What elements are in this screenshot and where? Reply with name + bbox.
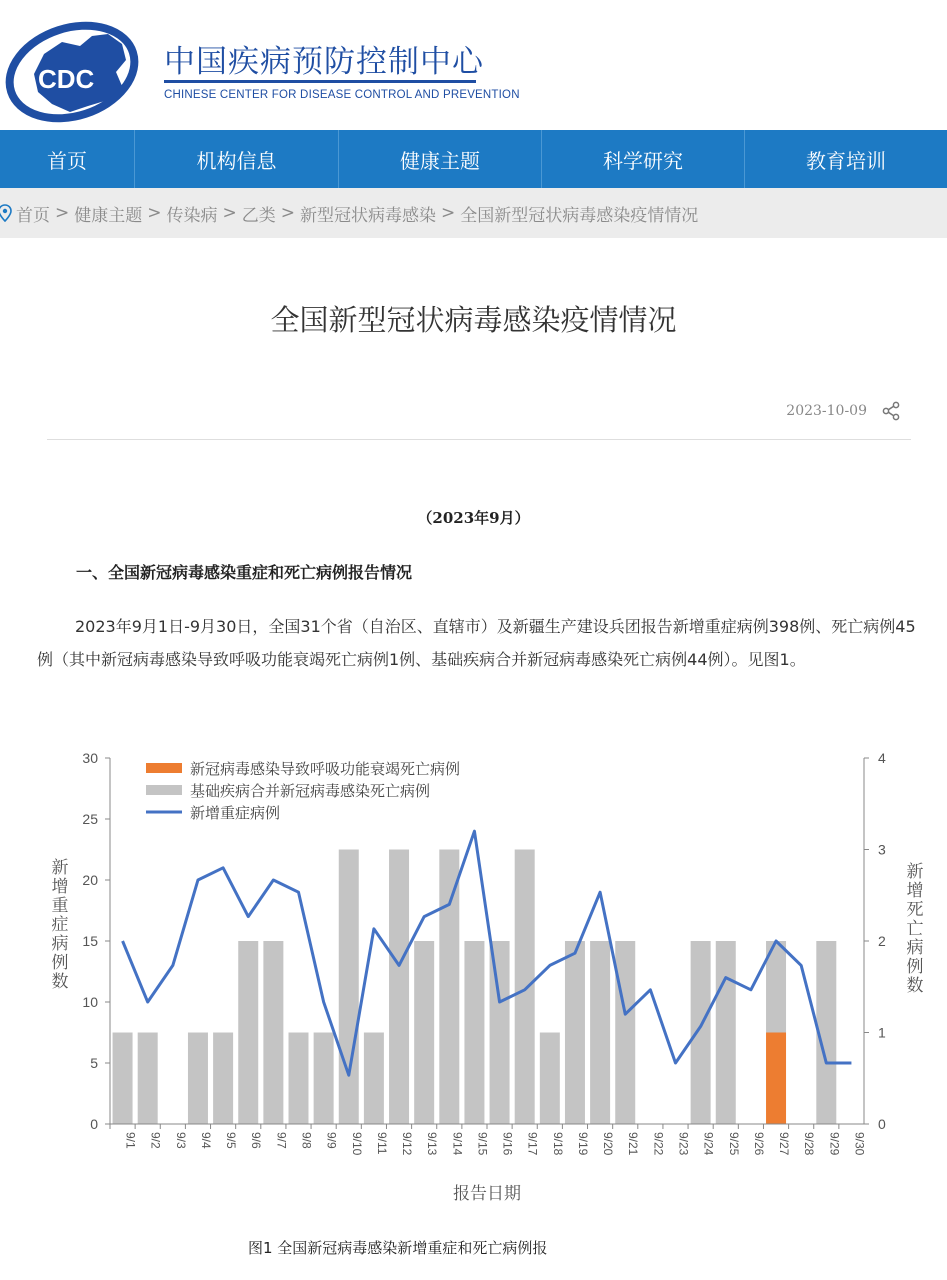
breadcrumb-home[interactable]: 首页 (16, 205, 50, 226)
bar-underlying-disease (464, 941, 484, 1124)
y-tick-label-left: 15 (82, 933, 98, 949)
x-tick-label: 9/25 (726, 1132, 741, 1156)
bar-underlying-disease (238, 941, 258, 1124)
legend-label-severe-cases: 新增重症病例 (190, 804, 281, 822)
x-tick-label: 9/18 (550, 1132, 565, 1156)
bar-underlying-disease (615, 941, 635, 1124)
bar-underlying-disease (691, 941, 711, 1124)
x-tick-label: 9/13 (425, 1132, 440, 1156)
x-tick-label: 9/26 (751, 1132, 766, 1156)
section-title: 一、全国新冠病毒感染重症和死亡病例报告情况 (76, 563, 413, 582)
figure-caption: 图1 全国新冠病毒感染新增重症和死亡病例报 (248, 1239, 548, 1257)
x-tick-label: 9/21 (626, 1132, 641, 1156)
bar-underlying-disease (263, 941, 283, 1124)
breadcrumb-health-topics[interactable]: 健康主题 (74, 205, 143, 226)
location-pin-icon (0, 204, 12, 222)
x-tick-label: 9/20 (601, 1132, 616, 1156)
article-subheading: （2023年9月） (417, 509, 530, 527)
x-tick-label: 9/4 (198, 1132, 213, 1149)
y-tick-label-left: 5 (90, 1055, 98, 1071)
logo-text: CDC (38, 64, 95, 94)
bar-resp-failure (766, 1033, 786, 1125)
x-tick-label: 9/7 (274, 1132, 289, 1149)
x-tick-label: 9/30 (852, 1132, 867, 1156)
y-tick-label-right: 2 (878, 933, 886, 949)
legend-label-underlying-disease: 基础疾病合并新冠病毒感染死亡病例 (190, 782, 431, 800)
x-tick-label: 9/12 (400, 1132, 415, 1156)
bar-underlying-disease (565, 941, 585, 1124)
x-tick-label: 9/5 (224, 1132, 239, 1149)
title-divider (47, 439, 911, 440)
x-tick-label: 9/15 (475, 1132, 490, 1156)
nav-item-home[interactable]: 首页 (0, 130, 135, 188)
bar-underlying-disease (490, 941, 510, 1124)
breadcrumb-separator: > (441, 203, 456, 223)
bar-underlying-disease (364, 1033, 384, 1125)
nav-item-research[interactable]: 科学研究 (542, 130, 745, 188)
bar-underlying-disease (716, 941, 736, 1124)
bar-underlying-disease (339, 850, 359, 1125)
share-icon[interactable] (881, 401, 901, 421)
x-tick-label: 9/10 (349, 1132, 364, 1156)
bar-underlying-disease (590, 941, 610, 1124)
legend-swatch-underlying-disease (146, 785, 182, 795)
x-tick-label: 9/17 (525, 1132, 540, 1156)
y-tick-label-right: 1 (878, 1024, 886, 1041)
x-tick-label: 9/29 (827, 1132, 842, 1156)
x-axis-title: 报告日期 (453, 1184, 521, 1204)
x-tick-label: 9/9 (324, 1132, 339, 1149)
x-tick-label: 9/14 (450, 1132, 465, 1156)
y-tick-label-right: 3 (878, 841, 886, 858)
site-header (0, 0, 947, 130)
x-tick-label: 9/23 (676, 1132, 691, 1156)
y-tick-label-left: 25 (82, 811, 98, 827)
breadcrumb (0, 188, 947, 238)
chart-figure (0, 735, 947, 1230)
cdc-logo[interactable] (4, 14, 150, 126)
bar-underlying-disease (138, 1033, 158, 1125)
bar-underlying-disease (314, 1033, 334, 1125)
x-tick-label: 9/3 (173, 1132, 188, 1149)
y-tick-label-left: 20 (82, 872, 98, 888)
x-tick-label: 9/1 (123, 1132, 138, 1149)
x-tick-label: 9/27 (777, 1132, 792, 1156)
bar-underlying-disease (113, 1033, 133, 1125)
y-tick-label-right: 0 (878, 1116, 886, 1132)
x-tick-label: 9/8 (299, 1132, 314, 1149)
org-name-en: CHINESE CENTER FOR DISEASE CONTROL AND PREVENTION (164, 89, 520, 101)
x-tick-label: 9/6 (249, 1132, 264, 1149)
legend-swatch-resp-failure (146, 763, 182, 773)
publish-date: 2023-10-09 (786, 403, 867, 419)
x-tick-label: 9/22 (651, 1132, 666, 1156)
bar-underlying-disease (188, 1033, 208, 1125)
page-title: 全国新型冠状病毒感染疫情情况 (270, 303, 677, 337)
article-paragraph: 2023年9月1日-9月30日，全国31个省（自治区、直辖市）及新疆生产建设兵团报告新增重症病例398例、死亡病例45例（其中新冠病毒感染导致呼吸功能衰竭死亡病例1例、基础疾病合并新冠病毒感染死亡病例44例）。见图1。 (37, 617, 916, 669)
bar-underlying-disease (289, 1033, 309, 1125)
bar-underlying-disease (439, 850, 459, 1125)
breadcrumb-separator: > (55, 203, 70, 223)
x-tick-label: 9/28 (802, 1132, 817, 1156)
main-nav (0, 130, 947, 188)
x-tick-label: 9/11 (374, 1132, 389, 1155)
y-tick-label-left: 10 (82, 994, 98, 1010)
breadcrumb-infectious[interactable]: 传染病 (166, 205, 218, 226)
breadcrumb-separator: > (222, 203, 237, 223)
bar-underlying-disease (389, 850, 409, 1125)
x-tick-label: 9/19 (575, 1132, 590, 1156)
breadcrumb-separator: > (147, 203, 162, 223)
breadcrumb-class-b[interactable]: 乙类 (241, 205, 276, 226)
breadcrumb-separator: > (280, 203, 295, 223)
nav-item-health-topics[interactable]: 健康主题 (339, 130, 542, 188)
article-meta (786, 401, 901, 421)
x-tick-label: 9/2 (148, 1132, 163, 1149)
y-tick-label-right: 4 (878, 750, 886, 766)
y-tick-label-left: 0 (90, 1116, 98, 1132)
nav-item-about[interactable]: 机构信息 (135, 130, 339, 188)
org-divider (164, 80, 476, 83)
breadcrumb-covid[interactable]: 新型冠状病毒感染 (300, 205, 436, 226)
y-axis-title-left: 新增重症病例数 (51, 858, 69, 992)
bar-underlying-disease (515, 850, 535, 1125)
x-tick-label: 9/16 (500, 1132, 515, 1156)
legend-label-resp-failure: 新冠病毒感染导致呼吸功能衰竭死亡病例 (190, 760, 461, 778)
nav-item-training[interactable]: 教育培训 (806, 148, 886, 173)
breadcrumb-current[interactable]: 全国新型冠状病毒感染疫情情况 (460, 205, 699, 226)
x-tick-label: 9/24 (701, 1132, 716, 1156)
y-axis-title-right: 新增死亡病例数 (906, 862, 924, 996)
org-name-cn: 中国疾病预防控制中心 (164, 44, 484, 80)
bar-underlying-disease (540, 1033, 560, 1125)
y-tick-label-left: 30 (82, 750, 98, 766)
bar-underlying-disease (213, 1033, 233, 1125)
bar-underlying-disease (414, 941, 434, 1124)
